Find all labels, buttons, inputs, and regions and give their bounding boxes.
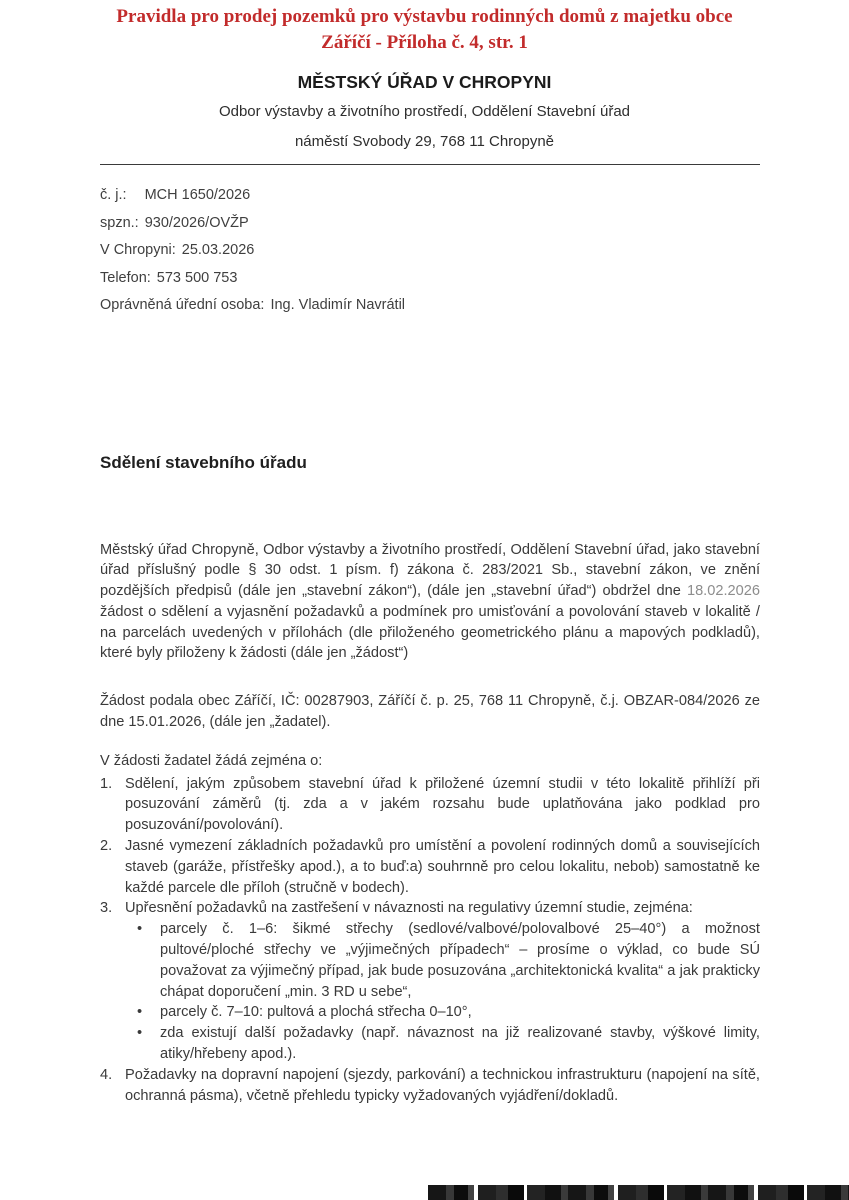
spzn-value: 930/2026/OVŽP [144,214,249,231]
list-item-number: 4. [100,1066,113,1083]
list-item-number: 1. [100,775,113,792]
official-person-value: Ing. Vladimír Navrátil [270,297,406,313]
office-name: MĚSTSKÝ ÚŘAD V CHROPYNI [297,72,552,92]
official-person-line [100,292,849,320]
list-item-lead: Upřesnění požadavků na zastřešení v návaznosti na regulativy územní studie, zejména: [125,900,693,917]
letterhead [0,72,849,151]
section-heading: Sdělení stavebního úřadu [100,452,307,472]
bullet-item [125,1023,760,1065]
redaction-strip [428,1185,849,1200]
bullet-icon: • [137,1004,143,1021]
paragraph-intro [100,540,760,665]
p1-date: 18.02.2026 [686,583,760,600]
place-date-label: V Chropyni: [100,242,176,258]
list-intro: V žádosti žadatel žádá zejména o: [100,752,323,769]
list-item-number: 3. [100,900,113,917]
page-title [0,0,849,56]
request-list [100,774,760,1107]
list-item-text: Požadavky na dopravní napojení (sjezdy, parkování) a technickou infrastrukturu (napojení na sítě, ochranná pásma), včetně přehledu typicky vyžadovaných vyjádření/dokladů. [125,1066,760,1104]
bullet-item [125,919,760,1002]
file-number-label: č. j.: [100,187,127,203]
bullet-icon: • [137,921,143,938]
file-number-line [100,182,849,210]
spzn-line [100,210,849,238]
list-item-text [125,898,760,1064]
list-item [100,898,760,1064]
phone-label: Telefon: [100,269,151,286]
list-item-number: 2. [100,838,113,855]
file-number-value: MCH 1650/2026 [144,187,251,203]
list-item [100,836,760,898]
bullet-text: zda existují další požadavky (např. návaznost na již realizované stavby, výškové limity, atiky/hřebeny apod.). [160,1025,760,1063]
bullet-text: parcely č. 7–10: pultová a plochá střecha 0–10°, [160,1004,472,1021]
place-date-value: 25.03.2026 [181,242,255,258]
paragraph-applicant: Žádost podala obec Záříčí, IČ: 00287903, Záříčí č. p. 25, 768 11 Chropyně, č.j. OBZAR-084/2026 ze dne 15.01.2026, (dále jen „žadatel). [100,693,760,731]
list-item [100,1065,760,1107]
list-item [100,774,760,836]
phone-line [100,265,849,293]
page-title-line1: Pravidla pro prodej pozemků pro výstavbu rodinných domů z majetku obce [116,6,733,27]
p1-before-date: Městský úřad Chropyně, Odbor výstavby a životního prostředí, Oddělení Stavební úřad, jako stavební úřad příslušný podle § 30 odst. 1 písm. f) zákona č. 283/2021 Sb., stavební zákon, ve znění pozdějších předpisů (dále jen „stavební zákon“), (dále jen „stavební úřad“) obdržel dne [100,541,760,600]
letter-body [100,540,760,1107]
page-title-line2: Záříčí - Příloha č. 4, str. 1 [321,32,528,53]
place-date-line [100,237,849,265]
phone-value: 573 500 753 [156,269,238,286]
reference-block [100,182,849,320]
list-item-text: Sdělení, jakým způsobem stavební úřad k přiložené územní studii v této lokalitě přihlíží při posuzování záměrů (tj. zda a v jakém rozsahu bude uplatňována jako podklad pro posuzování/povolování). [125,775,760,834]
bullet-item [125,1002,760,1023]
list-item-text: Jasné vymezení základních požadavků pro umístění a povolení rodinných domů a souvisejících staveb (garáže, přístřešky apod.), a to buď:a) souhrnně pro celou lokalitu, nebob) samostatně ke každé parcele dle příloh (stručně v bodech). [125,838,760,896]
spzn-label: spzn.: [100,214,139,231]
bullet-icon: • [137,1025,143,1042]
official-person-label: Oprávněná úřední osoba: [100,297,265,313]
p1-after-date: žádost o sdělení a vyjasnění požadavků a podmínek pro umisťování a povolování staveb v lokalitě / na parcelách uvedených v přílohách (dle přiloženého geometrického plánu a mapových podkladů), které byly přiloženy k žádosti (dále jen „žádost“) [100,603,760,662]
bullet-text: parcely č. 1–6: šikmé střechy (sedlové/valbové/polovalbové 25–40°) a možnost pultové/ploché střechy ve „výjimečných případech“ – prosíme o výklad, co bude SÚ považovat za výjimečný případ, jak bude posuzována „architektonická kvalita“ a jak prakticky chápat doporučení „min. 3 RD u sebe“, [160,921,760,1000]
office-address: náměstí Svobody 29, 768 11 Chropyně [294,133,555,150]
office-department: Odbor výstavby a životního prostředí, Oddělení Stavební úřad [218,103,631,120]
letterhead-divider [100,164,760,165]
